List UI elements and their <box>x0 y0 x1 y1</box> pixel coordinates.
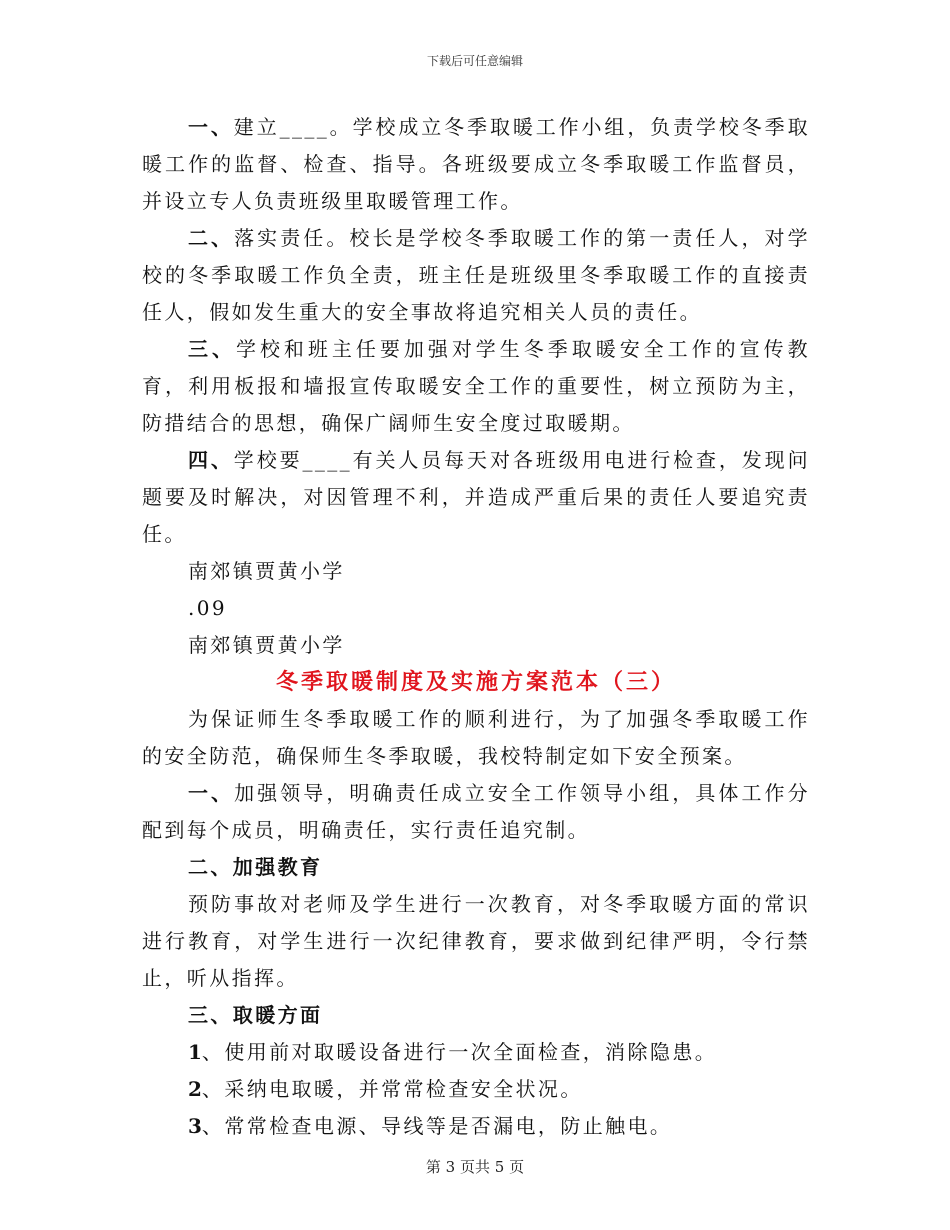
list-item-text: 、采纳电取暖，并常常检查安全状况。 <box>201 1077 583 1101</box>
paragraph-one-lead: 一、 <box>188 115 234 139</box>
paragraph-one-text: 建立____。学校成立冬季取暖工作小组，负责学校冬季取暖工作的监督、检查、指导。各班级要成立冬季取暖工作监督员，并设立专人负责班级里取暖管理工作。 <box>142 115 810 213</box>
intro-paragraph: 为保证师生冬季取暖工作的顺利进行，为了加强冬季取暖工作的安全防范，确保师生冬季取暖，我校特制定如下安全预案。 <box>142 707 810 768</box>
signature-line: 南郊镇贾黄小学 <box>188 559 345 583</box>
paragraph-four <box>142 442 810 553</box>
list-item-number: 3 <box>188 1114 202 1138</box>
item-one-text: 加强领导，明确责任成立安全工作领导小组，具体工作分配到每个成员，明确责任，实行责任追究制。 <box>142 781 810 842</box>
list-item <box>142 1034 810 1071</box>
section-title: 冬季取暖制度及实施方案范本（三） <box>275 669 676 695</box>
paragraph-two-text: 落实责任。校长是学校冬季取暖工作的第一责任人，对学校的冬季取暖工作负全责，班主任是班级里冬季取暖工作的直接责任人，假如发生重大的安全事故将追究相关人员的责任。 <box>142 226 810 324</box>
page-footer: 第 3 页共 5 页 <box>425 1158 525 1176</box>
list-item <box>142 1071 810 1108</box>
paragraph-one <box>142 109 810 220</box>
list-item-text: 、使用前对取暖设备进行一次全面检查，消除隐患。 <box>201 1040 718 1064</box>
list-item-text: 、常常检查电源、导线等是否漏电，防止触电。 <box>201 1114 673 1138</box>
page-header: 下载后可任意编辑 <box>426 54 523 68</box>
paragraph-three-lead: 三、 <box>188 337 236 361</box>
heading-education: 二、加强教育 <box>188 855 323 879</box>
signature-line-2: 南郊镇贾黄小学 <box>188 633 345 657</box>
paragraph-three-text: 学校和班主任要加强对学生冬季取暖安全工作的宣传教育，利用板报和墙报宣传取暖安全工作的重要性，树立预防为主，防措结合的思想，确保广阔师生安全度过取暖期。 <box>142 337 810 435</box>
paragraph-two-lead: 二、 <box>188 226 235 250</box>
list-item-number: 2 <box>188 1077 202 1101</box>
education-paragraph: 预防事故对老师及学生进行一次教育，对冬季取暖方面的常识进行教育，对学生进行一次纪律教育，要求做到纪律严明，令行禁止，听从指挥。 <box>142 892 810 990</box>
paragraph-four-text: 学校要____有关人员每天对各班级用电进行检查，发现问题要及时解决，对因管理不利，并造成严重后果的责任人要追究责任。 <box>142 448 810 546</box>
document-body <box>142 109 810 1145</box>
paragraph-three <box>142 331 810 442</box>
item-one-paragraph <box>142 775 810 849</box>
item-one-lead: 一、 <box>188 781 235 805</box>
paragraph-two <box>142 220 810 331</box>
paragraph-four-lead: 四、 <box>188 448 234 472</box>
heading-heating: 三、取暖方面 <box>188 1003 323 1027</box>
date-line: .09 <box>188 596 228 620</box>
list-item-number: 1 <box>188 1040 202 1064</box>
list-item <box>142 1108 810 1145</box>
